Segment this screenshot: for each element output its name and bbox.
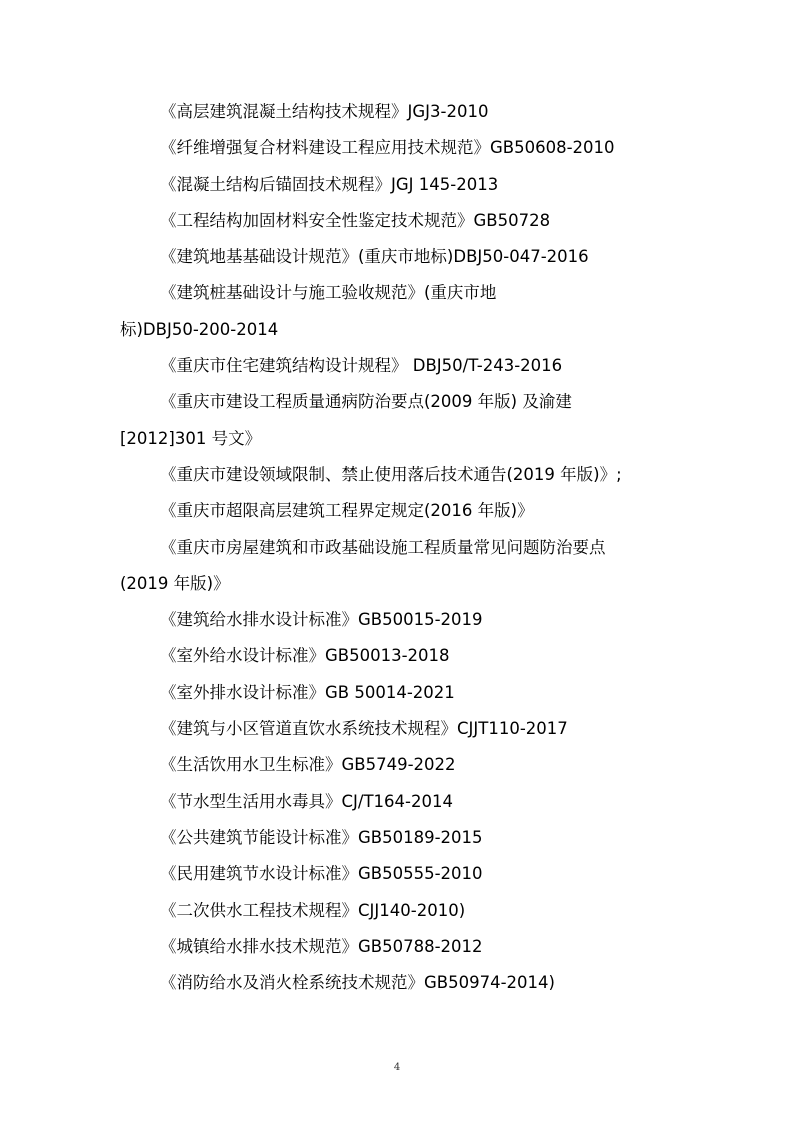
list-line: 《室外排水设计标准》GB 50014-2021 [160,682,455,702]
list-line: 《二次供水工程技术规程》CJJ140-2010) [160,900,466,920]
list-line: 《纤维增强复合材料建设工程应用技术规范》GB50608-2010 [160,138,615,158]
standards-list [120,94,680,1001]
list-line: 《室外给水设计标准》GB50013-2018 [160,646,450,666]
list-line: 《高层建筑混凝土结构技术规程》JGJ3-2010 [160,102,489,121]
list-line: 《重庆市建设领域限制、禁止使用落后技术通告(2019 年版)》; [160,464,622,484]
list-line: 《生活饮用水卫生标准》GB5749-2022 [160,755,456,775]
list-line: 《工程结构加固材料安全性鉴定技术规范》GB50728 [160,210,551,230]
list-line: 《重庆市超限高层建筑工程界定规定(2016 年版)》 [160,501,534,521]
list-line: 《民用建筑节水设计标准》GB50555-2010 [160,864,483,884]
list-line: 《消防给水及消火栓系统技术规范》GB50974-2014) [160,973,555,993]
list-line: 《重庆市住宅建筑结构设计规程》 DBJ50/T-243-2016 [160,356,563,376]
list-line-continuation: [2012]301 号文》 [120,428,262,448]
list-line: 《城镇给水排水技术规范》GB50788-2012 [160,936,483,956]
list-line: 《重庆市建设工程质量通病防治要点(2009 年版) 及渝建 [160,392,572,412]
list-line-continuation: 标)DBJ50-200-2014 [120,319,279,339]
list-line: 《建筑与小区管道直饮水系统技术规程》CJJT110-2017 [160,719,568,739]
list-line: 《建筑给水排水设计标准》GB50015-2019 [160,610,483,630]
list-line: 《公共建筑节能设计标准》GB50189-2015 [160,827,483,847]
list-line: 《重庆市房屋建筑和市政基础设施工程质量常见问题防治要点 [160,537,606,557]
list-line: 《混凝土结构后锚固技术规程》JGJ 145-2013 [160,174,499,194]
page-number: 4 [393,1062,401,1073]
list-line-continuation: (2019 年版)》 [120,573,230,593]
list-line: 《节水型生活用水毒具》CJ/T164-2014 [160,791,453,811]
list-line: 《建筑桩基础设计与施工验收规范》(重庆市地 [160,283,497,303]
list-line: 《建筑地基基础设计规范》(重庆市地标)DBJ50-047-2016 [160,247,589,267]
